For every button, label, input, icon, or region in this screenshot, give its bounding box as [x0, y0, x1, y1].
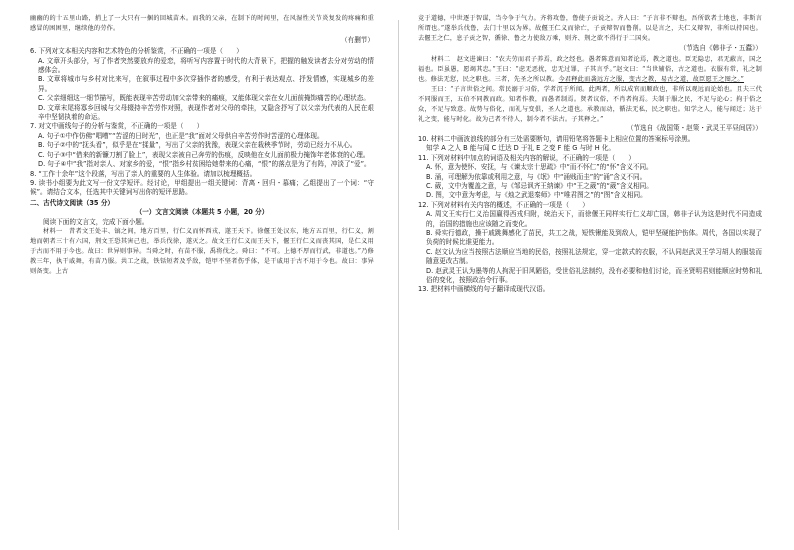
question-10: 10. 材料二中画波浪线的部分有三处需要断句，请用铅笔将答题卡上相应位置的答案标号涂黑。 [418, 134, 695, 143]
question-6: 6. 下列对文本相关内容和艺术特色的分析鉴赏，不正确的一项是（ ） [30, 47, 243, 56]
question-11-option-a: A. 怀，意为使怀、安抚，与《谏太宗十思疏》中“而不怀仁”的“怀”含义不同。 [426, 163, 653, 172]
passage-source: （有删节） [341, 35, 374, 44]
question-12-option-d: D. 赵武灵王认为墨等的人拘泥于旧风陋俗，受世俗礼法制约，没有必要和他们讨论，而圣贤明君则能顺应时势和礼俗的变化，按照政治令行事。 [426, 266, 762, 284]
right-column [418, 14, 762, 295]
material-2-source: （节选自《战国策・赵策・武灵王平昼间居》） [626, 124, 762, 133]
question-12-option-b: B. 舜实行德政，操干戚跳舞感化了苗民，共工之战，短铁锹能及到敌人，铠甲坚硬能护伤体。周代，各国以实现了负荷的时候比谁更能力。 [426, 228, 762, 247]
question-6-option-a: A. 文章开头部分，写了作者突然要放弃的爱恋，将听写内容置于时代的大背景下，把握的触发读者去分对劳动的情感体会。 [38, 56, 374, 75]
classical-text-continued: 竞于道德，中世逐于智谋，当今争于气力。齐将攻鲁，鲁使子贡说之。齐人曰：“子言非不辩也，吾所欲者土地也，非斯言所谓也。”遂举兵伐鲁，去门十里以为界。故偃王仁义而徐亡，子贡辩智而鲁削。以是言之，夫仁义辩智，非所以持国也。去偃王之仁，息子贡之智，循徐、鲁之力使敌万乘，则齐、荆之欲不得行于二国矣。 [418, 15, 762, 42]
question-12: 12. 下列对材料有关内容的概述，不正确的一项是（ ） [418, 200, 589, 209]
material-2-text: 材料二 赵文进谏曰：“农夫劳而君子养焉，政之经也。愚者陈意而知者论焉，教之道也。臣无隐忠，君无蔽言，国之福也。臣虽愚，愿竭其忠。”王曰：“虑无恶扰，忠无过罪，子其言乎。”赵文曰：“当世辅俗，古之道也。衣服有常，礼之制也。修法无愆，民之职也。三者，先圣之所以教。 [418, 56, 762, 83]
left-column [30, 14, 374, 276]
question-12-option-a: A. 周文王实行仁义治国赢得西戎归附，统治天下，而徐偃王同样实行仁义却亡国，韩非子认为这是时代不同造成的，治国的措施也应该随之而变化。 [426, 210, 762, 228]
question-12-option-c: C. 赵文认为应当按照古法顺应当地的民俗，按照礼法规定，穿一定款式的衣服，不认同赵武灵王学习胡人的服装而随意更改古制。 [426, 247, 762, 266]
underlined-sentence: 今君释此而袭远方之服，变古之教，易古之道，故臣愿王之图之。” [558, 75, 745, 83]
passage-tail: 幽幽的的十五里山路，捎上了一大只有一捆的回城苗木。而我的父亲，在制下的时间里，在风湿性关节炎复发的疼痛和重感冒的困困里，继续他的劳作。 [30, 15, 374, 32]
question-11-option-c: C. 葳，文中为覆盖之意，与《邹忌讽齐王纳谏》中“王之葳”的“葳”含义相同。 [426, 181, 653, 190]
section-2-heading: 二、古代诗文阅读（35 分） [30, 198, 115, 207]
question-7: 7. 对文中画线句子的分析与鉴赏，不正确的一项是（ ） [30, 122, 204, 131]
question-6-option-c: C. 父亲细细这一细节描写，既能表现辛苦劳动加父亲带来的痛痕，又能体现父亲在女儿面前掩饰痛苦的心理状态。 [38, 94, 370, 103]
question-8: 8. “工作十余年”这个段落，写出了亲人的重要的人生体验。请加以梳理概括。 [30, 169, 257, 178]
question-9: 9. 读书小组要为此文写一份文学短评。经讨论，甲组提出一组关键词：背离・回归・慕痛；乙组提出了一个词：“守候”。请结合文本，任选其中关键词写出你的短评思路。 [30, 178, 374, 197]
question-11-option-b: B. 涌，可理解为依靠或利用之意，与《氓》中“涌贱而圭”的“涌”含义不同。 [426, 172, 647, 181]
classical-text-material-1: 材料一 昔者文王处丰、镐之间，地方百里，行仁义而怀西戎，遂王天下。徐偃王处汉东，地方五百里，行仁义，割地而朝者三十有六国，荆文王恐其害己也，举兵伐徐，遂灭之。故文王行仁义而王天下，偃王行仁义而丧其国，是仁义用于古而不用于今也。故曰：世异则事异。当舜之时，有苗不服，禹将伐之。舜曰：“不可。上德不厚而行武，非道也。”乃修教三年，执干戚舞，有苗乃服。共工之战，铁铦短者及乎敌，铠甲不坚者伤乎体，是干戚用于古不用于今也。故曰：事异则备变。上古 [30, 227, 374, 275]
classical-text-material-2 [418, 55, 762, 85]
question-13: 13. 把材料中画横线的句子翻译成现代汉语。 [418, 285, 550, 294]
material-1-source: （节选自《韩非子・五蠹》） [679, 43, 762, 52]
question-11-option-d: D. 图，文中意为考虑，与《烛之武退秦师》中“唯君图之”的“图”含义相同。 [426, 191, 647, 200]
question-7-option-c: C. 句子③中“借来的新镰刀割了脸上”，表现父亲被自己奔劳的伤痕，反映他在女儿面前极力掩饰年老体衰的心理。 [38, 150, 370, 159]
question-6-option-d: D. 文章末尾将寡乡回城与父母辍持辛苦劳作对照，表现作者对父母的牵挂，又隐含抒写了以父亲为代表的人民在艰辛中坚韧执着的命运。 [38, 103, 374, 122]
question-10-sentence: 知学 A 之人 B 能与闻 C 迁达 D 于礼 E 之变 F 能 G 与时 H 化。 [426, 144, 615, 153]
section-2-1-heading: （一）文言文阅读（本题共 5 小题，20 分） [135, 208, 269, 217]
question-11: 11. 下列对材料中加点的词语及相关内容的解说，不正确的一项是（ ） [418, 153, 635, 162]
reading-prompt: 阅读下面的文言文，完成下面小题。 [43, 217, 149, 226]
question-7-option-a: A. 句子①中作仿佛“唱嘈”“苦涩的日时光”，也正是“我”面对父母供自辛苦劳作时苦涩的心理体现。 [38, 131, 324, 140]
question-7-option-b: B. 句子②中的“抚头看”，似乎是在“揉量”，写出了父亲的犹豫，表现父亲在栽秧季节时，劳动已经力不从心。 [38, 141, 357, 150]
question-7-option-d: D. 句子④中“我”指对亲人、对家乡的爱，“恨”指乡村贫困给她带来的心痛，“恨”的落点是为了有阵，冲淡了“爱”。 [38, 160, 371, 169]
column-divider [398, 20, 399, 530]
classical-text-material-2-cont: 王曰：“子言世俗之间。常民溺于习俗，学者沉于所闻。此两者，所以成官而顺政也，非所以观远而论始也。且夫三代不同服而王，五伯不同教而政。知者作教，而愚者制焉。贤者议俗，不肖者拘焉。夫制于服之民，不足与论心；拘于俗之众，不足与致意。故势与俗化，而礼与变俱，圣人之道也。承教而动，循法无私，民之职也。知学之人，能与闻迁；达于礼之变，能与时化。故为己者不待人，制今者不法古。子其释之。” [418, 85, 762, 123]
question-6-option-b: B. 文章将城市与乡村对比来写，在叙事过程中多次穿插作者的感受，有利于表达观点、抒发情感，实现城乡的差异。 [38, 75, 374, 93]
